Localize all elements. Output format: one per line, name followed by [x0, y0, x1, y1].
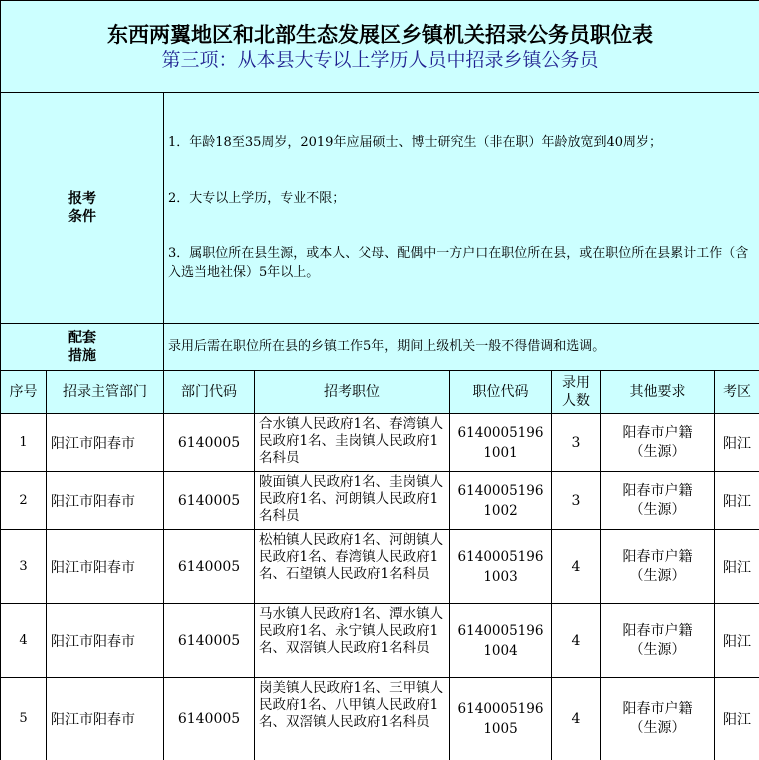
row-position-code-line1: 6140005196: [450, 481, 551, 501]
row-hire-count[interactable]: 4: [552, 678, 601, 760]
table-row: [1, 472, 759, 530]
measures-label-line2: 措施: [1, 347, 163, 365]
row-other[interactable]: [601, 414, 715, 472]
title-row: [1, 1, 759, 93]
row-dept-code[interactable]: 6140005: [164, 604, 255, 678]
row-other[interactable]: [601, 678, 715, 760]
row-other[interactable]: [601, 604, 715, 678]
row-position[interactable]: 合水镇人民政府1名、春湾镇人民政府1名、圭岗镇人民政府1名科员: [255, 414, 450, 472]
row-other-line1: 阳春市户籍: [601, 622, 714, 641]
row-department[interactable]: 阳江市阳春市: [47, 472, 164, 530]
row-department[interactable]: 阳江市阳春市: [47, 414, 164, 472]
row-department[interactable]: 阳江市阳春市: [47, 678, 164, 760]
table-row: [1, 678, 759, 760]
header-position-code[interactable]: 职位代码: [450, 371, 552, 414]
row-position-code-line2: 1005: [450, 719, 551, 739]
row-position-code[interactable]: [450, 604, 552, 678]
row-position-code-line1: 6140005196: [450, 423, 551, 443]
header-department[interactable]: 招录主管部门: [47, 371, 164, 414]
header-exam-area[interactable]: 考区: [715, 371, 759, 414]
header-dept-code[interactable]: 部门代码: [164, 371, 255, 414]
condition-line-1: 1．年龄18至35周岁，2019年应届硕士、博士研究生（非在职）年龄放宽到40周岁；: [168, 134, 755, 153]
row-position[interactable]: 马水镇人民政府1名、潭水镇人民政府1名、永宁镇人民政府1名、双滘镇人民政府1名科员: [255, 604, 450, 678]
measures-text-cell[interactable]: [164, 324, 759, 371]
table-row: [1, 414, 759, 472]
row-other-line2: （生源）: [601, 501, 714, 520]
row-dept-code[interactable]: 6140005: [164, 530, 255, 604]
conditions-text-cell[interactable]: [164, 93, 759, 324]
title-cell[interactable]: [1, 1, 759, 93]
row-other-line2: （生源）: [601, 719, 714, 738]
row-other[interactable]: [601, 530, 715, 604]
row-dept-code[interactable]: 6140005: [164, 678, 255, 760]
page-title: 东西两翼地区和北部生态发展区乡镇机关招录公务员职位表: [1, 16, 759, 48]
row-exam-area[interactable]: 阳江: [715, 414, 759, 472]
row-exam-area[interactable]: 阳江: [715, 472, 759, 530]
row-index[interactable]: 1: [1, 414, 47, 472]
row-index[interactable]: 3: [1, 530, 47, 604]
row-other-line2: （生源）: [601, 641, 714, 660]
row-exam-area[interactable]: 阳江: [715, 604, 759, 678]
row-position[interactable]: 陂面镇人民政府1名、圭岗镇人民政府1名、河朗镇人民政府1名科员: [255, 472, 450, 530]
row-other-line1: 阳春市户籍: [601, 424, 714, 443]
table-row: [1, 604, 759, 678]
row-dept-code[interactable]: 6140005: [164, 472, 255, 530]
row-exam-area[interactable]: 阳江: [715, 530, 759, 604]
measures-label-cell[interactable]: [1, 324, 164, 371]
row-hire-count[interactable]: 3: [552, 414, 601, 472]
condition-line-2: 2．大专以上学历，专业不限；: [168, 190, 755, 209]
row-position-code-line1: 6140005196: [450, 547, 551, 567]
row-exam-area[interactable]: 阳江: [715, 678, 759, 760]
row-position-code-line2: 1002: [450, 501, 551, 521]
measures-row: [1, 324, 759, 371]
conditions-row: [1, 93, 759, 324]
row-position-code-line1: 6140005196: [450, 699, 551, 719]
row-other[interactable]: [601, 472, 715, 530]
measures-label-line1: 配套: [1, 329, 163, 347]
row-index[interactable]: 2: [1, 472, 47, 530]
header-row: [1, 371, 759, 414]
row-position-code[interactable]: [450, 472, 552, 530]
row-other-line2: （生源）: [601, 567, 714, 586]
header-hire-count-line1: 录用: [552, 374, 600, 392]
row-position-code-line2: 1003: [450, 567, 551, 587]
header-other[interactable]: 其他要求: [601, 371, 715, 414]
row-hire-count[interactable]: 4: [552, 604, 601, 678]
row-position-code-line1: 6140005196: [450, 621, 551, 641]
header-position[interactable]: 招考职位: [255, 371, 450, 414]
row-hire-count[interactable]: 4: [552, 530, 601, 604]
measures-text: 录用后需在职位所在县的乡镇工作5年，期间上级机关一般不得借调和选调。: [168, 339, 605, 354]
conditions-label-cell[interactable]: [1, 93, 164, 324]
header-hire-count[interactable]: [552, 371, 601, 414]
row-dept-code[interactable]: 6140005: [164, 414, 255, 472]
row-position-code[interactable]: [450, 530, 552, 604]
row-other-line2: （生源）: [601, 443, 714, 462]
condition-line-3: 3．属职位所在县生源，或本人、父母、配偶中一方户口在职位所在县，或在职位所在县累计工作（含入选当地社保）5年以上。: [168, 245, 755, 282]
row-position[interactable]: 松柏镇人民政府1名、河朗镇人民政府1名、春湾镇人民政府1名、石望镇人民政府1名科员: [255, 530, 450, 604]
row-department[interactable]: 阳江市阳春市: [47, 530, 164, 604]
row-other-line1: 阳春市户籍: [601, 548, 714, 567]
row-position-code[interactable]: [450, 414, 552, 472]
row-department[interactable]: 阳江市阳春市: [47, 604, 164, 678]
conditions-label-line2: 条件: [1, 208, 163, 226]
row-position-code-line2: 1004: [450, 641, 551, 661]
row-position[interactable]: 岗美镇人民政府1名、三甲镇人民政府1名、八甲镇人民政府1名、双滘镇人民政府1名科员: [255, 678, 450, 760]
row-position-code-line2: 1001: [450, 443, 551, 463]
header-index[interactable]: 序号: [1, 371, 47, 414]
conditions-label-line1: 报考: [1, 190, 163, 208]
row-index[interactable]: 5: [1, 678, 47, 760]
row-hire-count[interactable]: 3: [552, 472, 601, 530]
header-hire-count-line2: 人数: [552, 392, 600, 410]
row-other-line1: 阳春市户籍: [601, 482, 714, 501]
row-other-line1: 阳春市户籍: [601, 700, 714, 719]
table-row: [1, 530, 759, 604]
row-index[interactable]: 4: [1, 604, 47, 678]
row-position-code[interactable]: [450, 678, 552, 760]
page-subtitle: 第三项：从本县大专以上学历人员中招录乡镇公务员: [1, 48, 759, 78]
